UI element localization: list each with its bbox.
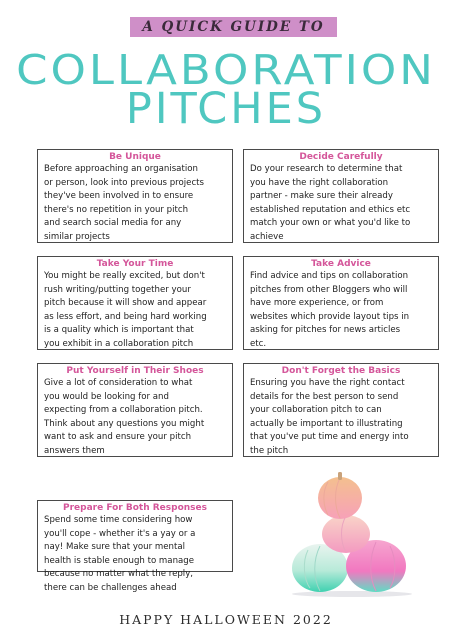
tip-line: similar projects [44,231,110,242]
tip-line: you would be looking for and [44,391,169,402]
tip-card-title: Be Unique [109,152,161,162]
tip-line: or person, look into previous projects [44,177,205,188]
tip-card-title: Prepare For Both Responses [63,503,207,513]
tip-line: you have the right collaboration [250,177,389,188]
tip-line: the pitch [250,445,289,456]
tip-card-title: Put Yourself in Their Shoes [66,366,204,376]
tip-line: they've been involved in to ensure [44,191,194,201]
tip-line: rush writing/putting together your [44,284,191,295]
tip-line: health is stable enough to manage [44,555,195,566]
tip-line: You might be really excited, but don't [44,271,205,281]
tip-card-body [250,270,432,351]
tip-line: you'll cope - whether it's a yay or a [44,528,196,539]
tip-line: details for the best person to send [250,391,399,402]
tip-line: pitch because it will show and appear [44,298,207,308]
tip-line: asking for pitches for news articles [250,325,401,335]
tip-line: is a quality which is important that [44,325,194,335]
tip-line: established reputation and ethics etc [250,204,411,215]
tip-card-take-advice [243,256,439,350]
guide-kicker-label: A QUICK GUIDE TO [130,17,337,37]
footer-greeting: HAPPY HALLOWEEN 2022 [119,612,333,627]
tip-line: nay! Make sure that your mental [44,542,185,552]
tip-card-take-your-time [37,256,233,350]
tip-card-title: Take Your Time [96,259,174,269]
tip-card-body [44,514,226,595]
tip-line: Think about any questions you might [44,418,205,429]
tip-line: your collaboration pitch to can [250,405,382,415]
page-title-line-2: PITCHES [125,84,327,134]
tip-line: as less effort, and being hard working [44,311,207,322]
tip-line: partner - make sure their already [250,191,393,201]
tip-card-title: Don't Forget the Basics [281,366,401,376]
stacked-pastel-pumpkins-icon [280,460,420,600]
tip-line: websites which provide layout tips in [250,311,410,322]
tip-line: have more experience, or from [250,298,384,308]
tip-line: pitches from other Bloggers who will [250,284,408,295]
tip-line: want to ask and ensure your pitch [44,432,192,442]
tip-line: you exhibit in a collaboration pitch [44,338,194,349]
tip-card-basics [243,363,439,457]
tip-card-both-responses [37,500,233,593]
tip-line: that you've put time and energy into [250,432,409,442]
tip-card-be-unique [37,149,233,243]
tip-line: Spend some time considering how [44,515,193,525]
tip-card-body [250,163,432,244]
tip-card-their-shoes [37,363,233,457]
tip-card-body [44,377,226,458]
tip-card-body [250,377,432,458]
tip-line: because no matter what the reply, [44,569,194,579]
tip-line: Ensuring you have the right contact [250,378,405,388]
tip-line: Find advice and tips on collaboration [250,271,409,281]
tip-card-title: Decide Carefully [299,152,383,162]
tip-line: actually be important to illustrating [250,418,403,429]
tip-line: and search social media for any [44,218,182,228]
tip-line: etc. [250,338,267,349]
tip-card-decide-carefully [243,149,439,243]
tip-line: expecting from a collaboration pitch. [44,405,203,415]
tip-line: achieve [250,231,284,242]
tip-card-body [44,163,226,244]
tip-line: answers them [44,445,105,456]
tip-line: there can be challenges ahead [44,582,177,593]
tip-line: there's no repetition in your pitch [44,204,189,215]
tip-line: Give a lot of consideration to what [44,378,193,388]
tip-line: Before approaching an organisation [44,164,198,174]
tip-card-title: Take Advice [311,259,371,269]
tip-line: match your own or what you'd like to [250,218,411,228]
tip-line: Do your research to determine that [250,164,403,174]
page-title-line-1: COLLABORATION [16,45,436,94]
tip-card-body [44,270,226,351]
